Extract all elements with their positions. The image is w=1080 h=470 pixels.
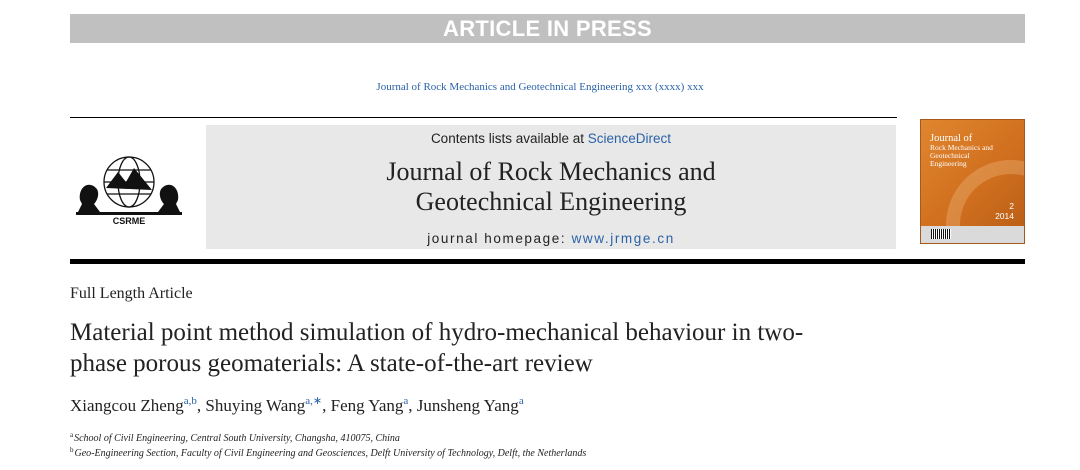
author-name[interactable]: Shuying Wang — [205, 396, 306, 415]
author-affiliation-mark[interactable]: a,∗ — [305, 395, 323, 407]
affiliation-a — [70, 431, 400, 444]
csrme-logo-icon — [70, 148, 188, 230]
article-title-line1: Material point method simulation of hydro-mechanical behaviour in two- — [70, 319, 804, 346]
journal-cover-image[interactable] — [920, 119, 1025, 244]
masthead-thick-rule — [70, 259, 1025, 264]
contents-prefix: Contents lists available at — [430, 131, 588, 146]
cover-title-small-2: Geotechnical — [930, 151, 970, 160]
author-affiliation-mark[interactable]: a — [518, 395, 524, 407]
author-separator: , — [196, 396, 206, 415]
affiliation-mark: a — [70, 431, 74, 439]
author-name[interactable]: Xiangcou Zheng — [70, 396, 184, 415]
cover-title-big: Journal of — [930, 133, 973, 144]
affiliation-b — [70, 446, 586, 459]
banner-text: ARTICLE IN PRESS — [443, 15, 652, 41]
cover-issue: 2 — [1009, 201, 1014, 211]
affiliation-text: Geo-Engineering Section, Faculty of Civil Engineering and Geosciences, Delft University of Technology, Delft, the Netherlands — [74, 448, 587, 459]
homepage-link[interactable]: www.jrmge.cn — [571, 231, 675, 246]
sciencedirect-link[interactable]: ScienceDirect — [587, 131, 672, 146]
journal-title — [206, 157, 896, 217]
cover-volume — [995, 201, 1014, 221]
cover-title — [930, 133, 1022, 168]
journal-title-line2: Geotechnical Engineering — [415, 187, 687, 216]
cover-title-small-3: Engineering — [930, 159, 967, 168]
article-type: Full Length Article — [70, 285, 193, 302]
journal-citation-link[interactable]: Journal of Rock Mechanics and Geotechnical Engineering xxx (xxxx) xxx — [376, 81, 704, 93]
journal-title-line1: Journal of Rock Mechanics and — [386, 157, 716, 186]
homepage-prefix: journal homepage: — [427, 231, 572, 246]
article-in-press-banner — [70, 14, 1025, 43]
header-rule — [70, 117, 897, 118]
author-separator: , — [322, 396, 331, 415]
author-list — [70, 394, 524, 416]
author-affiliation-mark[interactable]: a,b — [183, 395, 197, 407]
article-title-line2: phase porous geomaterials: A state-of-the-art review — [70, 350, 593, 377]
contents-line — [206, 131, 896, 146]
author-name[interactable]: Junsheng Yang — [416, 396, 519, 415]
author-name[interactable]: Feng Yang — [330, 396, 404, 415]
affiliation-mark: b — [70, 446, 74, 454]
barcode-icon — [931, 229, 951, 239]
logo-text: CSRME — [112, 216, 146, 226]
cover-year: 2014 — [995, 211, 1014, 221]
author-separator: , — [408, 396, 417, 415]
homepage-line — [206, 231, 896, 246]
article-title — [70, 317, 970, 379]
affiliation-text: School of Civil Engineering, Central South University, Changsha, 410075, China — [74, 433, 400, 444]
cover-title-small-1: Rock Mechanics and — [930, 143, 993, 152]
journal-masthead — [206, 125, 896, 249]
author-affiliation-mark[interactable]: a — [403, 395, 409, 407]
